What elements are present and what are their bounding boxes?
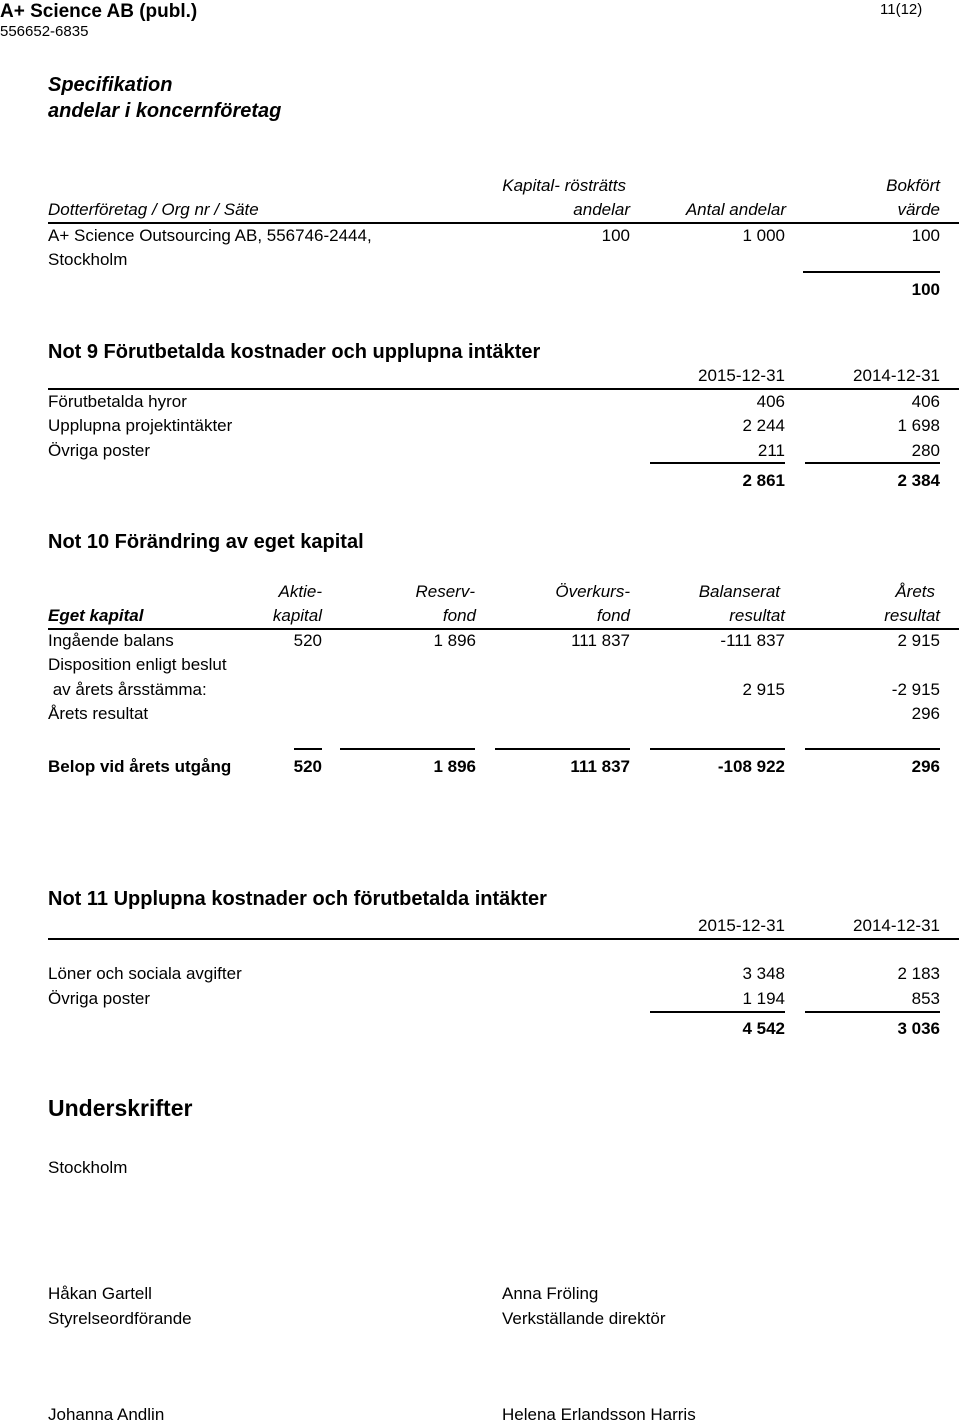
note10-row2-value: 2 915 (742, 680, 785, 699)
note10-col-header: fond (442, 606, 476, 625)
note11-row-v1: 1 194 (742, 989, 785, 1008)
note10-col-header: kapital (272, 606, 322, 625)
note9-row-v2: 280 (911, 441, 940, 460)
signatory-name: Johanna Andlin (48, 1405, 165, 1424)
note11-total1: 4 542 (742, 1019, 785, 1038)
note10-total-value: -108 922 (717, 757, 785, 776)
signatures-place: Stockholm (48, 1158, 128, 1177)
signatory-name: Helena Erlandsson Harris (502, 1405, 696, 1424)
note10-row3-label: Årets resultat (48, 704, 149, 723)
spec-col-book-line2: värde (897, 200, 940, 219)
spec-row-name-line2: Stockholm (48, 250, 128, 269)
note10-total-rule (650, 748, 785, 750)
note10-row1-label: Ingående balans (48, 631, 174, 650)
note11-col2: 2014-12-31 (853, 916, 940, 935)
note9-total-rule-1 (650, 462, 785, 464)
note10-header-rule (48, 628, 959, 630)
note10-col-header: Överkurs- (555, 582, 630, 601)
note10-row1-value: 2 915 (897, 631, 940, 650)
note9-total-rule-2 (805, 462, 940, 464)
note10-total-value: 520 (293, 757, 322, 776)
signatory-name: Anna Fröling (502, 1284, 599, 1303)
signatory-role: Styrelseordförande (48, 1309, 192, 1328)
note9-col1: 2015-12-31 (698, 366, 785, 385)
spec-total: 100 (911, 280, 940, 299)
signatory-name: Håkan Gartell (48, 1284, 152, 1303)
note9-title: Not 9 Förutbetalda kostnader och upplupna intäkter (48, 341, 541, 363)
note10-row2-label-line1: Disposition enligt beslut (48, 655, 227, 674)
note10-total-rule (805, 748, 940, 750)
spec-total-rule (803, 271, 940, 273)
note9-total2: 2 384 (897, 471, 940, 490)
spec-row-capital: 100 (601, 226, 630, 245)
signatory-role: Verkställande direktör (502, 1309, 666, 1328)
note11-total-rule-2 (805, 1011, 940, 1013)
note10-row1-value: 1 896 (433, 631, 476, 650)
note11-row-label: Löner och sociala avgifter (48, 964, 242, 983)
note10-total-value: 111 837 (570, 757, 630, 776)
spec-col-capital-line2: andelar (573, 200, 630, 219)
spec-col-shares: Antal andelar (685, 200, 786, 219)
spec-row-shares: 1 000 (742, 226, 785, 245)
spec-title-line2: andelar i koncernföretag (48, 100, 282, 122)
spec-title-line1: Specifikation (48, 74, 173, 96)
spec-row-book: 100 (911, 226, 940, 245)
spec-col-book-line1: Bokfört (886, 176, 940, 195)
note10-total-rule (495, 748, 630, 750)
note10-col-header: fond (596, 606, 630, 625)
org-number: 556652-6835 (0, 23, 89, 40)
note10-total-label: Belop vid årets utgång (48, 757, 232, 776)
spec-col-subsidiary: Dotterföretag / Org nr / Säte (48, 200, 259, 219)
spec-header-rule (48, 222, 959, 224)
note10-col-header: Balanserat (698, 582, 780, 601)
note10-col-header: Årets (895, 582, 935, 601)
note9-row-v1: 211 (757, 441, 785, 460)
note10-total-rule (294, 748, 322, 750)
note11-total-rule-1 (650, 1011, 785, 1013)
spec-row-name-line1: A+ Science Outsourcing AB, 556746-2444, (48, 226, 372, 245)
note10-title: Not 10 Förändring av eget kapital (48, 531, 364, 553)
note10-row1-value: -111 837 (720, 631, 785, 650)
note10-row1-value: 520 (293, 631, 322, 650)
note10-col-header: Aktie- (278, 582, 322, 601)
note9-row-label: Förutbetalda hyror (48, 392, 187, 411)
note10-row2-label-line2: av årets årsstämma: (48, 680, 207, 699)
note9-row-v2: 1 698 (897, 416, 940, 435)
company-name: A+ Science AB (publ.) (0, 1, 198, 22)
note10-total-rule (340, 748, 475, 750)
note11-col1: 2015-12-31 (698, 916, 785, 935)
note9-col2: 2014-12-31 (853, 366, 940, 385)
note11-row-v2: 2 183 (897, 964, 940, 983)
note10-row2-value: -2 915 (891, 680, 940, 699)
note9-row-v1: 2 244 (742, 416, 785, 435)
note10-col-header: resultat (729, 606, 785, 625)
page-number: 11(12) (880, 1, 923, 18)
spec-col-capital-line1: Kapital- rösträtts (502, 176, 626, 195)
note10-col-header: resultat (884, 606, 940, 625)
note9-total1: 2 861 (742, 471, 785, 490)
note10-total-value: 1 896 (433, 757, 476, 776)
note10-col-header: Reserv- (415, 582, 475, 601)
note11-row-v2: 853 (911, 989, 940, 1008)
note11-total2: 3 036 (897, 1019, 940, 1038)
note10-row1-value: 111 837 (571, 631, 630, 650)
note10-total-value: 296 (911, 757, 940, 776)
note11-header-rule (48, 938, 959, 940)
note9-row-v2: 406 (911, 392, 940, 411)
signatures-title: Underskrifter (48, 1095, 193, 1121)
note11-title: Not 11 Upplupna kostnader och förutbetalda intäkter (48, 888, 547, 910)
note9-row-v1: 406 (756, 392, 785, 411)
note11-row-v1: 3 348 (742, 964, 785, 983)
note9-row-label: Upplupna projektintäkter (48, 416, 233, 435)
note9-header-rule (48, 388, 959, 390)
note11-row-label: Övriga poster (48, 989, 151, 1008)
note10-row-header: Eget kapital (48, 606, 144, 625)
note10-row3-value: 296 (911, 704, 940, 723)
note9-row-label: Övriga poster (48, 441, 151, 460)
